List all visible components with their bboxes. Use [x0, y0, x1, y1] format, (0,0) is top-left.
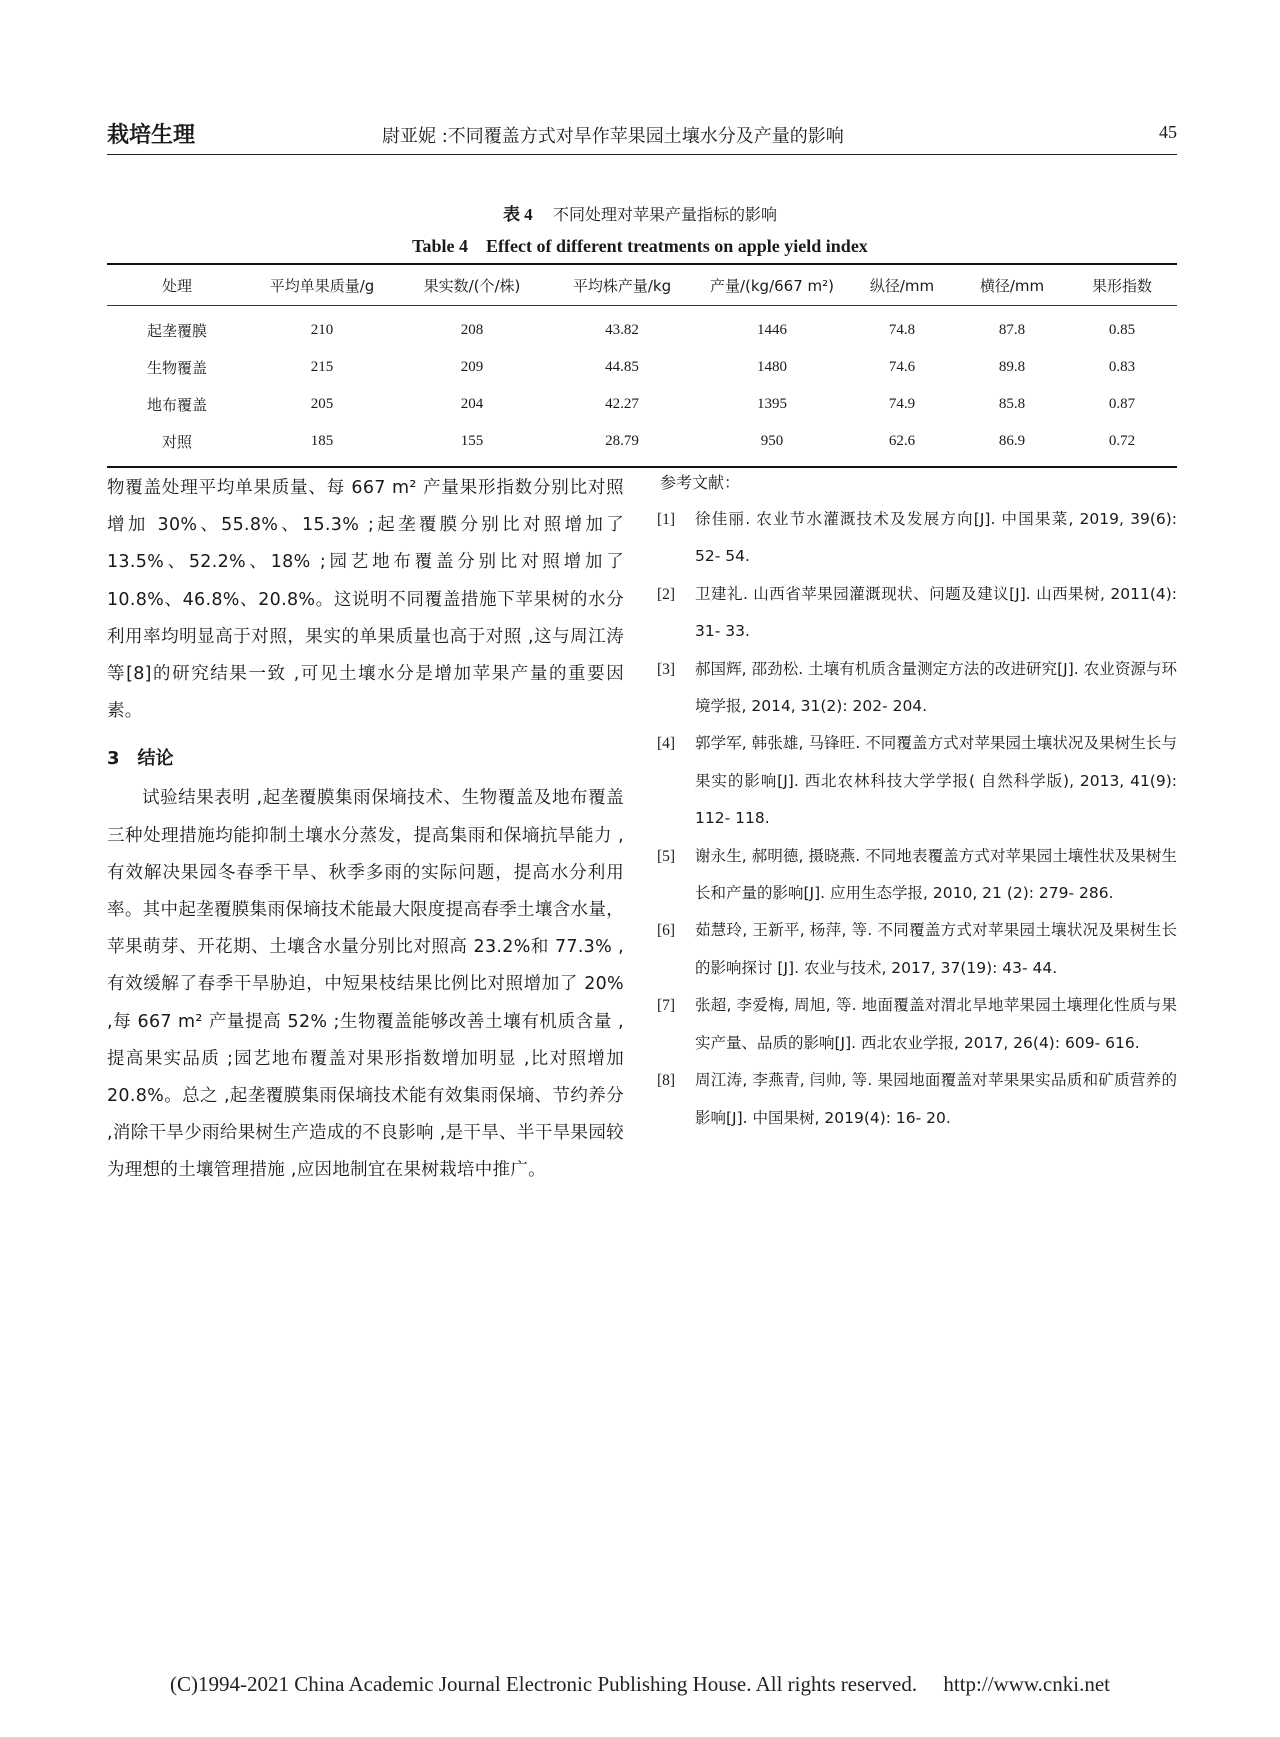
table-cell: 215 [310, 359, 334, 375]
col-header: 横径/mm [957, 264, 1067, 306]
reference-item [657, 651, 1177, 726]
yield-table [107, 263, 1177, 468]
table-cell: 209 [460, 359, 484, 375]
table-cell: 起垄覆膜 [146, 322, 207, 340]
section-number: 3 [107, 748, 120, 770]
table-cell: 204 [460, 396, 484, 412]
table-cell: 28.79 [605, 433, 639, 449]
references-column [657, 470, 1177, 1137]
table-cell: 43.82 [605, 322, 639, 338]
table-cell: 1480 [757, 359, 787, 375]
col-header: 果实数/(个/株) [397, 264, 547, 306]
table-cell: 地布覆盖 [146, 396, 207, 414]
references-title: 参考文献： [660, 473, 741, 492]
col-header: 处理 [107, 264, 247, 306]
reference-item [657, 838, 1177, 913]
reference-number: [6] [657, 922, 676, 940]
reference-number: [8] [657, 1072, 676, 1090]
reference-text: 茹慧玲, 王新平, 杨萍, 等. 不同覆盖方式对苹果园土壤状况及果树生长的影响探讨 [J]. 农业与技术, 2017, 37(19): 43- 44. [695, 921, 1177, 977]
section-title: 结论 [137, 748, 174, 770]
table-cell: 0.83 [1108, 359, 1136, 375]
reference-item [657, 987, 1177, 1062]
header-title: 尉亚妮 :不同覆盖方式对旱作苹果园土壤水分及产量的影响 [382, 126, 844, 147]
col-header: 产量/(kg/667 m²) [697, 264, 847, 306]
table-cell: 0.87 [1108, 396, 1136, 412]
table-cell: 74.9 [888, 396, 916, 412]
reference-text: 谢永生, 郝明德, 摄晓燕. 不同地表覆盖方式对苹果园土壤性状及果树生长和产量的影响[J]. 应用生态学报, 2010, 21 (2): 279- 286. [695, 846, 1177, 903]
table-row [107, 349, 1177, 386]
reference-item [657, 1062, 1177, 1137]
table-cell: 1446 [757, 322, 787, 338]
table-cell: 44.85 [605, 359, 639, 375]
reference-number: [3] [657, 660, 676, 678]
body-paragraph: 物覆盖处理平均单果质量、每 667 m² 产量果形指数分别比对照增加 30%、55.8%、15.3% ;起垄覆膜分别比对照增加了 13.5%、52.2%、18% ;园艺地布覆盖分别比对照增加了 10.8%、46.8%、20.8%。这说明不同覆盖措施下苹果树的水分利用率均明显高于对照，果实的单果质量也高于对照 ,这与周江涛等[8]的研究结果一致 ,可见土壤水分是增加苹果产量的重要因素。 [107, 478, 624, 722]
table-row [107, 306, 1177, 350]
table-caption-en: Table 4 Effect of different treatments on apple yield index [412, 236, 868, 256]
reference-number: [5] [657, 847, 676, 865]
copyright-footer: (C)1994-2021 China Academic Journal Electronic Publishing House. All rights reserved. http://www.cnki.net [170, 1672, 1110, 1696]
section-heading [107, 744, 624, 770]
conclusion-paragraph: 试验结果表明 ,起垄覆膜集雨保墒技术、生物覆盖及地布覆盖三种处理措施均能抑制土壤水分蒸发，提高集雨和保墒抗旱能力 ,有效解决果园冬春季干旱、秋季多雨的实际问题，提高水分利用率。其中起垄覆膜集雨保墒技术能最大限度提高春季土壤含水量，苹果萌芽、开花期、土壤含水量分别比对照高 23.2%和 77.3% ,有效缓解了春季干旱胁迫，中短果枝结果比例比对照增加了 20% ,每 667 m² 产量提高 52% ;生物覆盖能够改善土壤有机质含量 ,提高果实品质 ;园艺地布覆盖对果形指数增加明显 ,比对照增加 20.8%。总之 ,起垄覆膜集雨保墒技术能有效集雨保墒、节约养分 ,消除干旱少雨给果树生产造成的不良影响 ,是干旱、半干旱果园较为理想的土壤管理措施 ,应因地制宜在果树栽培中推广。 [107, 788, 624, 1181]
reference-text: 郝国辉, 邵劲松. 土壤有机质含量测定方法的改进研究[J]. 农业资源与环境学报, 2014, 31(2): 202- 204. [695, 659, 1177, 716]
reference-number: [2] [657, 585, 676, 603]
table-row [107, 386, 1177, 423]
table-cell: 42.27 [605, 396, 639, 412]
left-column [107, 470, 624, 1190]
table-header-row [107, 264, 1177, 306]
table-cell: 生物覆盖 [146, 359, 207, 377]
table-caption-zh-text: 不同处理对苹果产量指标的影响 [553, 205, 778, 224]
reference-text: 徐佳丽. 农业节水灌溉技术及发展方向[J]. 中国果菜, 2019, 39(6): 52- 54. [695, 510, 1177, 566]
page-number: 45 [1159, 122, 1177, 142]
running-header [107, 118, 1177, 155]
reference-number: [4] [657, 735, 676, 753]
col-header: 平均株产量/kg [547, 264, 697, 306]
table-cell: 对照 [161, 433, 192, 451]
table-cell: 155 [460, 433, 484, 449]
col-header: 果形指数 [1067, 264, 1177, 306]
table-cell: 1395 [757, 396, 787, 412]
table-cell: 210 [310, 322, 334, 338]
reference-item [657, 576, 1177, 651]
table-cell: 62.6 [888, 433, 916, 449]
header-section: 栽培生理 [107, 123, 196, 148]
table-cell: 74.6 [888, 359, 916, 375]
table-cell: 0.85 [1108, 322, 1136, 338]
table-cell: 74.8 [888, 322, 916, 338]
table-cell: 87.8 [998, 322, 1026, 338]
table-label: 表 4 [502, 205, 533, 224]
reference-number: [7] [657, 997, 676, 1015]
reference-item [657, 501, 1177, 576]
table-cell: 185 [310, 433, 334, 449]
reference-item [657, 725, 1177, 837]
table-cell: 208 [460, 322, 484, 338]
table-cell: 86.9 [998, 433, 1026, 449]
reference-text: 周江涛, 李燕青, 闫帅, 等. 果园地面覆盖对苹果果实品质和矿质营养的影响[J]. 中国果树, 2019(4): 16- 20. [695, 1071, 1177, 1127]
table-cell: 205 [310, 396, 334, 412]
reference-number: [1] [657, 511, 676, 528]
reference-text: 郭学军, 韩张雄, 马锋旺. 不同覆盖方式对苹果园土壤状况及果树生长与果实的影响[J]. 西北农林科技大学学报( 自然科学版), 2013, 41(9): 112- 118. [695, 734, 1177, 828]
table-cell: 0.72 [1108, 433, 1136, 449]
table-cell: 89.8 [998, 359, 1026, 375]
table-row [107, 423, 1177, 467]
table-caption-zh [0, 200, 1280, 225]
reference-text: 张超, 李爱梅, 周旭, 等. 地面覆盖对渭北旱地苹果园土壤理化性质与果实产量、品质的影响[J]. 西北农业学报, 2017, 26(4): 609- 616. [695, 996, 1177, 1052]
col-header: 纵径/mm [847, 264, 957, 306]
reference-item [657, 912, 1177, 987]
reference-text: 卫建礼. 山西省苹果园灌溉现状、问题及建议[J]. 山西果树, 2011(4): 31- 33. [695, 584, 1177, 641]
table-cell: 950 [760, 433, 784, 449]
table-cell: 85.8 [998, 396, 1026, 412]
col-header: 平均单果质量/g [247, 264, 397, 306]
